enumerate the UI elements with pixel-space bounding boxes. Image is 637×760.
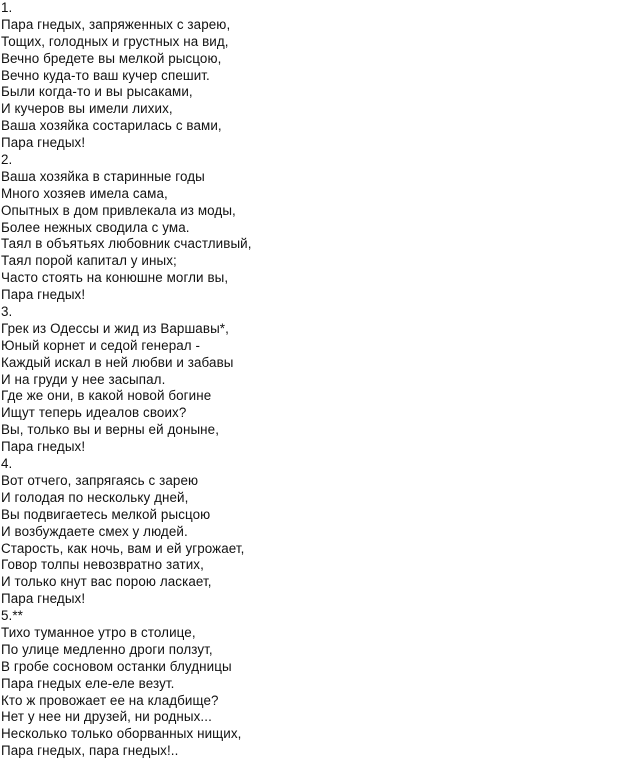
stanza-number: 3. <box>1 304 13 320</box>
poem-line: Грек из Одессы и жид из Варшавы*, <box>1 320 229 336</box>
poem-line: Говор толпы невозвратно затих, <box>1 557 204 573</box>
stanza-number: 5.** <box>1 608 23 624</box>
stanza-number: 1. <box>1 0 13 15</box>
poem-line: Вечно бредете вы мелкой рысцою, <box>1 50 222 66</box>
poem-line: Более нежных сводила с ума. <box>1 219 190 235</box>
poem-line: Кто ж провожает ее на кладбище? <box>1 692 219 708</box>
stanza-number: 4. <box>1 456 13 472</box>
poem-line: Нет у нее ни друзей, ни родных... <box>1 709 212 725</box>
poem-line: И голодая по нескольку дней, <box>1 489 189 505</box>
poem-line: Пара гнедых! <box>1 135 86 151</box>
poem-line: Пара гнедых! <box>1 439 86 455</box>
poem-line: Пара гнедых, пара гнедых!.. <box>1 743 179 759</box>
poem-line: Ваша хозяйка в старинные годы <box>1 168 205 184</box>
poem-line: Опытных в дом привлекала из моды, <box>1 202 236 218</box>
poem-line: Таял порой капитал у иных; <box>1 253 177 269</box>
poem-line: По улице медленно дроги ползут, <box>1 641 213 657</box>
poem-line: Старость, как ночь, вам и ей угрожает, <box>1 540 245 556</box>
poem-line: Вечно куда-то ваш кучер спешит. <box>1 67 210 83</box>
poem-line: Тощих, голодных и грустных на вид, <box>1 33 229 49</box>
poem-line: Были когда-то и вы рысаками, <box>1 84 193 100</box>
poem-line: Ищут теперь идеалов своих? <box>1 405 187 421</box>
poem-line: Много хозяев имела сама, <box>1 185 168 201</box>
poem-line: И на груди у нее засыпал. <box>1 371 166 387</box>
poem-line: Таял в объятьях любовник счастливый, <box>1 236 252 252</box>
poem-line: Вот отчего, запрягаясь с зарею <box>1 472 199 488</box>
poem-line: Пара гнедых еле-еле везут. <box>1 675 175 691</box>
poem-line: Пара гнедых! <box>1 287 86 303</box>
poem-line: И только кнут вас порою ласкает, <box>1 574 212 590</box>
poem-line: В гробе сосновом останки блудницы <box>1 658 232 674</box>
poem-line: Вы подвигаетесь мелкой рысцою <box>1 506 211 522</box>
poem-line: И кучеров вы имели лихих, <box>1 101 173 117</box>
stanza-number: 2. <box>1 152 13 168</box>
poem-line: Пара гнедых! <box>1 591 86 607</box>
poem-line: Вы, только вы и верны ей доныне, <box>1 422 220 438</box>
poem-line: Тихо туманное утро в столице, <box>1 624 196 640</box>
poem-line: Несколько только оборванных нищих, <box>1 726 242 742</box>
poem-line: Юный корнет и седой генерал - <box>1 337 201 353</box>
poem-line: Пара гнедых, запряженных с зарею, <box>1 16 231 32</box>
poem-line: Часто стоять на конюшне могли вы, <box>1 270 229 286</box>
poem-line: Ваша хозяйка состарилась с вами, <box>1 118 222 134</box>
poem-line: Каждый искал в ней любви и забавы <box>1 354 234 370</box>
poem-line: И возбуждаете смех у людей. <box>1 523 188 539</box>
poem-line: Где же они, в какой новой богине <box>1 388 212 404</box>
